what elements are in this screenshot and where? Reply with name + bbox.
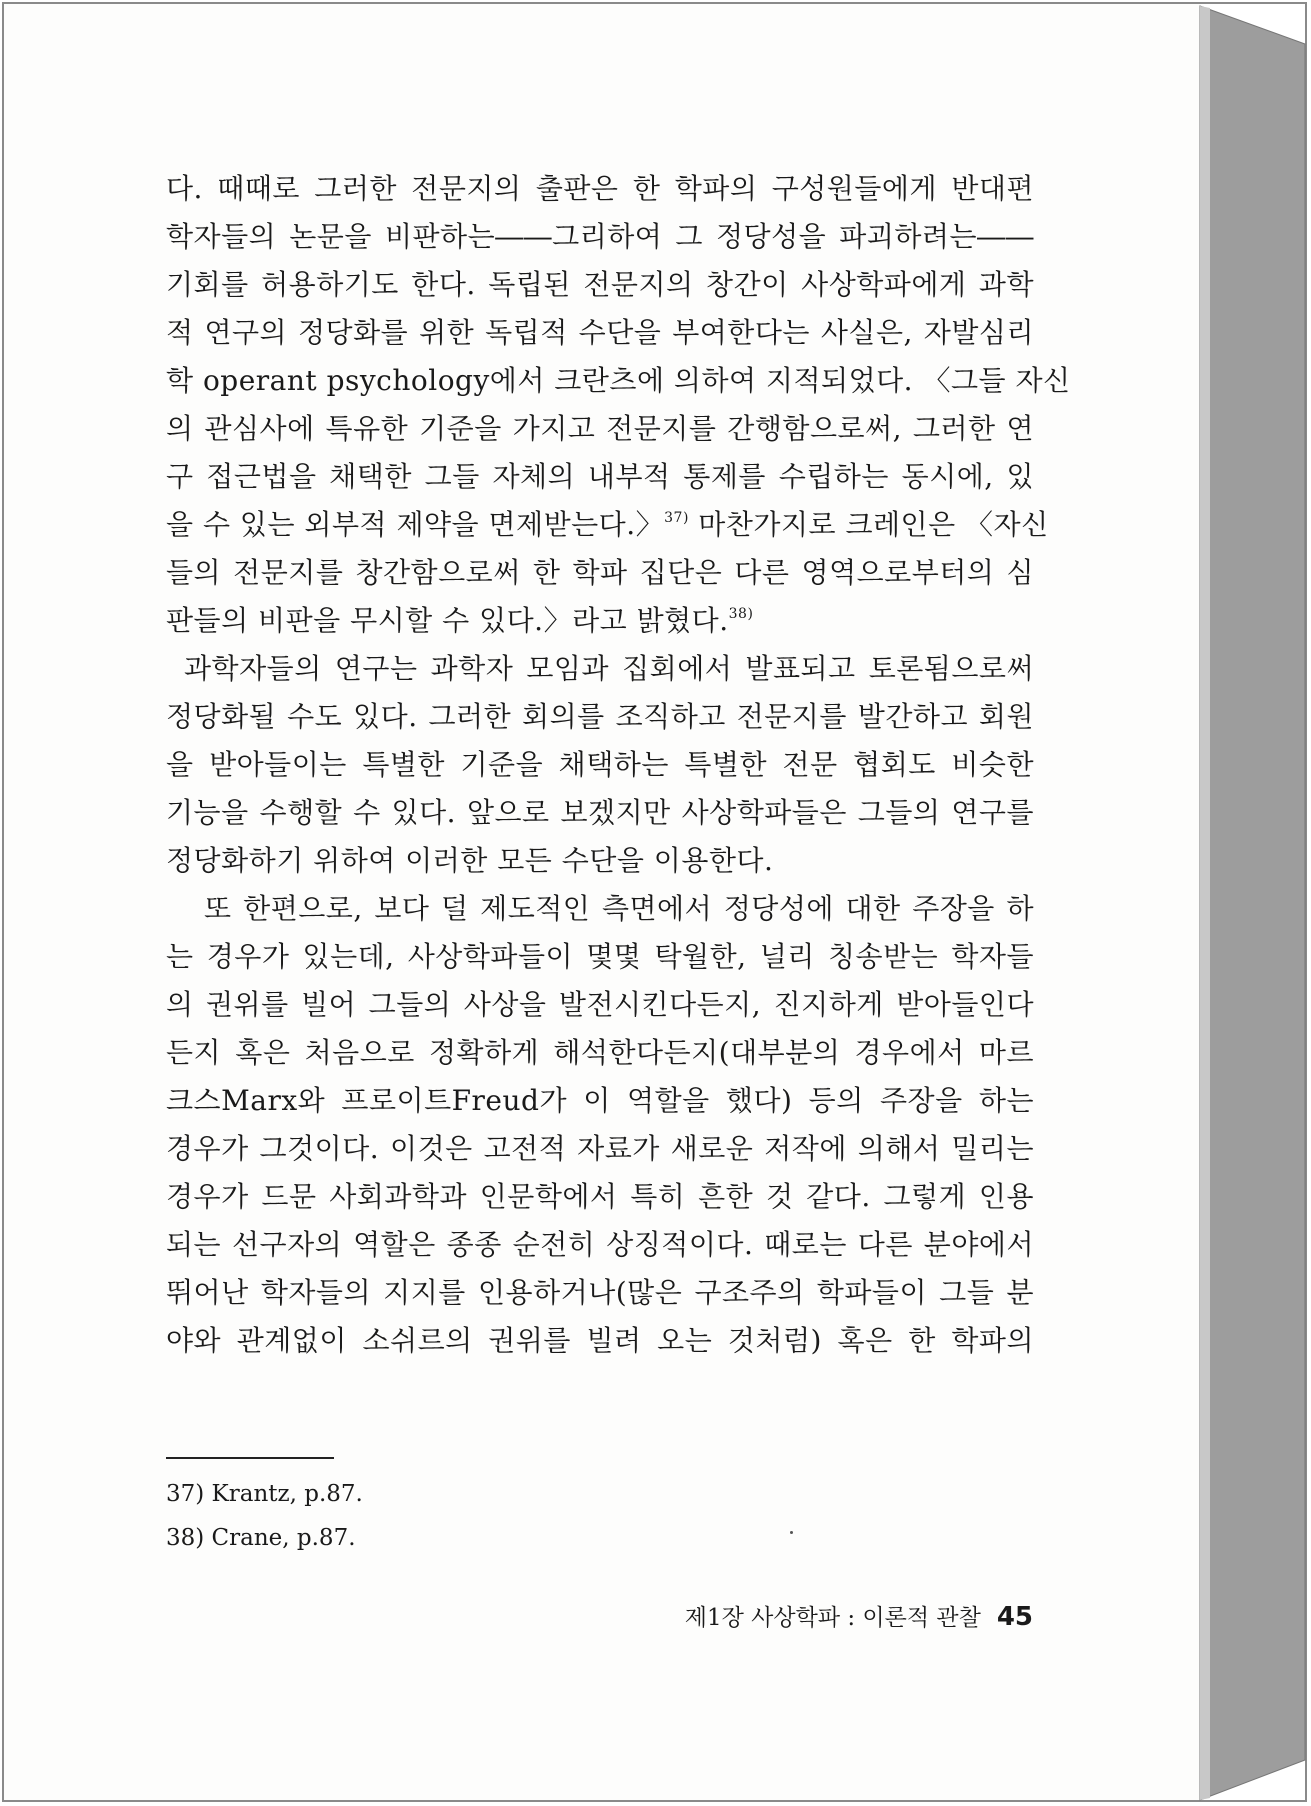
text-line: 기회를 허용하기도 한다. 독립된 전문지의 창간이 사상학파에게 과학 bbox=[166, 268, 1034, 301]
body-text bbox=[166, 165, 1071, 1365]
text-line-with-footnote bbox=[166, 597, 1034, 645]
text-line: 경우가 그것이다. 이것은 고전적 자료가 새로운 저작에 의해서 밀리는 bbox=[166, 1132, 1034, 1165]
stray-dot bbox=[790, 1531, 793, 1534]
text-line: 의 권위를 빌어 그들의 사상을 발전시킨다든지, 진지하게 받아들인다 bbox=[166, 988, 1034, 1021]
text-line: 되는 선구자의 역할은 종종 순전히 상징적이다. 때로는 다른 분야에서 bbox=[166, 1228, 1034, 1261]
paragraph-1 bbox=[166, 165, 1071, 645]
footnote-38: 38) Crane, p.87. bbox=[166, 1525, 356, 1551]
text-line: 경우가 드문 사회과학과 인문학에서 특히 흔한 것 같다. 그렇게 인용 bbox=[166, 1180, 1034, 1213]
text-segment: 마찬가지로 크레인은 〈자신 bbox=[688, 508, 1049, 541]
text-line: 적 연구의 정당화를 위한 독립적 수단을 부여한다는 사실은, 자발심리 bbox=[166, 316, 1034, 349]
text-segment: 을 수 있는 외부적 제약을 면제받는다.〉 bbox=[166, 508, 665, 541]
chapter-title: 제1장 사상학파 : 이론적 관찰 bbox=[684, 1605, 981, 1631]
footnote-divider bbox=[166, 1457, 334, 1459]
text-line: 다. 때때로 그러한 전문지의 출판은 한 학파의 구성원들에게 반대편 bbox=[166, 172, 1034, 205]
text-line: 들의 전문지를 창간함으로써 한 학파 집단은 다른 영역으로부터의 심 bbox=[166, 556, 1034, 589]
text-line: 기능을 수행할 수 있다. 앞으로 보겠지만 사상학파들은 그들의 연구를 bbox=[166, 796, 1034, 829]
text-line-with-footnote bbox=[166, 501, 1049, 549]
page-number: 45 bbox=[996, 1602, 1033, 1632]
text-line: 든지 혹은 처음으로 정확하게 해석한다든지(대부분의 경우에서 마르 bbox=[166, 1036, 1034, 1069]
paragraph-2 bbox=[166, 645, 1034, 885]
running-footer bbox=[685, 1599, 1033, 1632]
text-line: 의 관심사에 특유한 기준을 가지고 전문지를 간행함으로써, 그러한 연 bbox=[166, 412, 1034, 445]
text-line: 을 받아들이는 특별한 기준을 채택하는 특별한 전문 협회도 비슷한 bbox=[166, 748, 1034, 781]
text-line: 학자들의 논문을 비판하는――그리하여 그 정당성을 파괴하려는―― bbox=[166, 220, 1034, 253]
footnote-ref-38[interactable]: 38) bbox=[728, 606, 754, 622]
text-line: 과학자들의 연구는 과학자 모임과 집회에서 발표되고 토론됨으로써 bbox=[184, 652, 1034, 685]
text-line: 구 접근법을 채택한 그들 자체의 내부적 통제를 수립하는 동시에, 있 bbox=[166, 460, 1034, 493]
text-line: 야와 관계없이 소쉬르의 권위를 빌려 오는 것처럼) 혹은 한 학파의 bbox=[166, 1324, 1034, 1357]
text-line: 는 경우가 있는데, 사상학파들이 몇몇 탁월한, 널리 칭송받는 학자들 bbox=[166, 940, 1034, 973]
footnotes bbox=[166, 1472, 363, 1560]
paragraph-3 bbox=[166, 885, 1034, 1365]
text-line: 정당화될 수도 있다. 그러한 회의를 조직하고 전문지를 발간하고 회원 bbox=[166, 700, 1034, 733]
footnote-37: 37) Krantz, p.87. bbox=[166, 1481, 363, 1507]
text-line: 학 operant psychology에서 크란츠에 의하여 지적되었다. 〈그들 자신 bbox=[166, 364, 1071, 397]
footnote-ref-37[interactable]: 37) bbox=[664, 510, 689, 526]
text-line: 또 한편으로, 보다 덜 제도적인 측면에서 정당성에 대한 주장을 하 bbox=[204, 892, 1034, 925]
text-line: 정당화하기 위하여 이러한 모든 수단을 이용한다. bbox=[166, 844, 774, 877]
text-line: 뛰어난 학자들의 지지를 인용하거나(많은 구조주의 학파들이 그들 분 bbox=[166, 1276, 1034, 1309]
text-segment: 판들의 비판을 무시할 수 있다.〉라고 밝혔다. bbox=[166, 604, 729, 637]
text-line: 크스Marx와 프로이트Freud가 이 역할을 했다) 등의 주장을 하는 bbox=[166, 1084, 1034, 1117]
